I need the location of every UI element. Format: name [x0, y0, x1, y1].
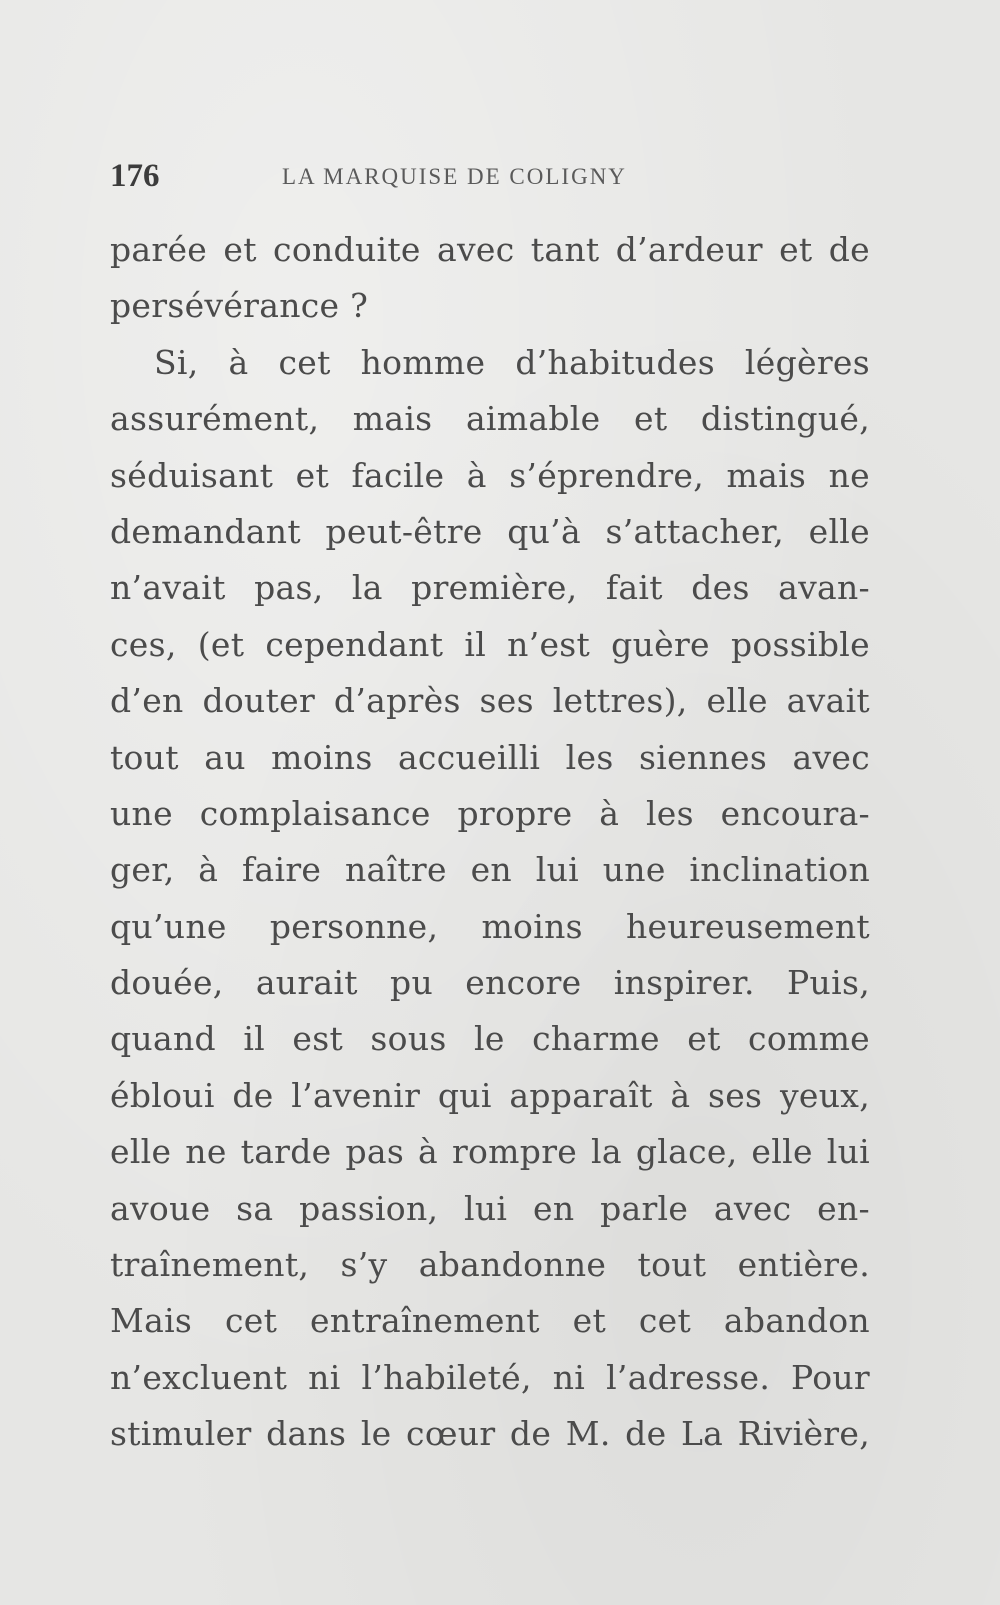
text-line: stimuler dans le cœur de M. de La Rivière,: [110, 1414, 870, 1454]
text-line: d’en douter d’après ses lettres), elle avait: [110, 681, 870, 721]
text-line: parée et conduite avec tant d’ardeur et de: [110, 230, 870, 269]
text-line: traînement, s’y abandonne tout entière.: [110, 1245, 870, 1285]
text-line: demandant peut-être qu’à s’attacher, elle: [110, 511, 870, 551]
text-line: Si, à cet homme d’habitudes légères: [154, 342, 870, 382]
text-line: avoue sa passion, lui en parle avec en-: [110, 1188, 870, 1228]
text-line: ébloui de l’avenir qui apparaît à ses yeux,: [110, 1075, 870, 1115]
text-line: n’excluent ni l’habileté, ni l’adresse. Pour: [110, 1357, 870, 1397]
text-line: une complaisance propre à les encoura-: [110, 793, 870, 833]
text-line: qu’une personne, moins heureusement: [110, 906, 870, 946]
text-line: séduisant et facile à s’éprendre, mais ne: [110, 455, 870, 495]
text-line: n’avait pas, la première, fait des avan-: [110, 568, 870, 608]
body-text: [110, 222, 870, 1463]
text-line: tout au moins accueilli les siennes avec: [110, 737, 870, 777]
page-number: 176: [110, 158, 160, 194]
text-line: douée, aurait pu encore inspirer. Puis,: [110, 963, 870, 1003]
text-line: assurément, mais aimable et distingué,: [110, 399, 870, 439]
text-line: elle ne tarde pas à rompre la glace, elle lui: [110, 1132, 870, 1172]
text-line: quand il est sous le charme et comme: [110, 1019, 870, 1059]
running-head: [110, 158, 890, 198]
text-line: persévérance ?: [110, 286, 369, 326]
text-line: ces, (et cependant il n’est guère possible: [110, 624, 870, 664]
text-line: Mais cet entraînement et cet abandon: [110, 1301, 870, 1341]
running-title: LA MARQUISE DE COLIGNY: [282, 164, 627, 189]
text-line: ger, à faire naître en lui une inclination: [110, 850, 870, 890]
